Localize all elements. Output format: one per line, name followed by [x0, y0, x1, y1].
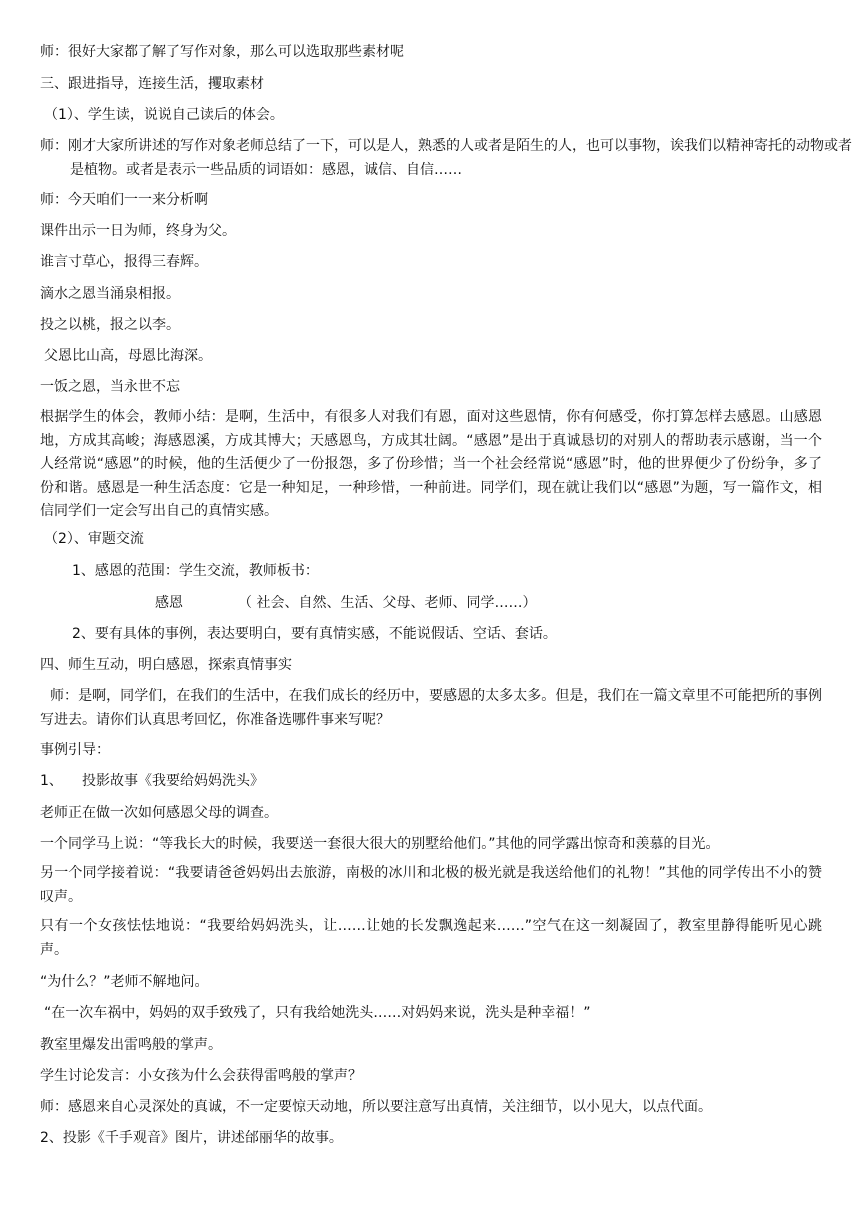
paragraph: 师：今天咱们一一来分析啊 — [40, 192, 208, 208]
quote-line: 滴水之恩当涌泉相报。 — [40, 286, 180, 302]
list-item: 2、投影《千手观音》图片，讲述邰丽华的故事。 — [40, 1130, 343, 1146]
list-item: 投影故事《我要给妈妈洗头》 — [82, 773, 264, 789]
section-heading: 四、师生互动，明白感恩，探索真情事实 — [40, 657, 292, 673]
paragraph: “在一次车祸中，妈妈的双手致残了，只有我给她洗头……对妈妈来说，洗头是种幸福！” — [44, 1005, 591, 1021]
paragraph: 一个同学马上说：“等我长大的时候，我要送一套很大很大的别墅给他们。”其他的同学露出惊奇和羡慕的目光。 — [40, 836, 720, 852]
paragraph: 另一个同学接着说：“我要请爸爸妈妈出去旅游，南极的冰川和北极的极光就是我送给他们的礼物！”其他的同学传出不小的赞叹声。 — [40, 865, 822, 905]
subsection-heading: （2）、审题交流 — [44, 531, 144, 547]
paragraph: 老师正在做一次如何感恩父母的调查。 — [40, 805, 278, 821]
subsection-heading: （1）、学生读，说说自己读后的体会。 — [44, 107, 284, 123]
section-heading: 三、跟进指导，连接生活，攫取素材 — [40, 76, 264, 92]
paragraph: 师：感恩来自心灵深处的真诚，不一定要惊天动地，所以要注意写出真情，关注细节，以小见大，以点代面。 — [40, 1099, 712, 1115]
paragraph: “为什么？”老师不解地问。 — [40, 974, 209, 990]
list-item: 2、要有具体的事例，表达要明白，要有真情实感，不能说假话、空话、套话。 — [72, 626, 557, 642]
paragraph: 师：是啊，同学们，在我们的生活中，在我们成长的经历中，要感恩的太多太多。但是，我们在一篇文章里不可能把所的事例写进去。请你们认真思考回忆，你准备选哪件事来写呢？ — [40, 688, 822, 728]
quote-line: 投之以桃，报之以李。 — [40, 317, 180, 333]
list-number: 1、 — [40, 773, 63, 789]
paragraph: 只有一个女孩怯怯地说：“我要给妈妈洗头，让……让她的长发飘逸起来……”空气在这一刻凝固了，教室里静得能听见心跳声。 — [40, 918, 822, 958]
quote-line: 一饭之恩，当永世不忘 — [40, 379, 180, 395]
paragraph: 师：很好大家都了解了写作对象，那么可以选取那些素材呢 — [40, 44, 404, 60]
paragraph: 学生讨论发言：小女孩为什么会获得雷鸣般的掌声？ — [40, 1068, 362, 1084]
paragraph: 教室里爆发出雷鸣般的掌声。 — [40, 1037, 222, 1053]
board-label: 感恩 — [155, 595, 183, 611]
paragraph: 根据学生的体会，教师小结：是啊，生活中，有很多人对我们有恩，面对这些恩情，你有何感受，你打算怎样去感恩。山感恩地，方成其高峻；海感恩溪，方成其博大；天感恩鸟，方成其壮阔。“感恩”是出于真诚恳切的对别人的帮助表示感谢，当一个人经常说“感恩”的时候，他的生活便少了一份报怨，多了份珍惜；当一个社会经常说“感恩”时，他的世界便少了份纷争，多了份和谐。感恩是一种生活态度：它是一种知足，一种珍惜，一种前进。同学们，现在就让我们以“感恩”为题，写一篇作文，相信同学们一定会写出自己的真情实感。 — [40, 409, 822, 519]
board-content: （ 社会、自然、生活、父母、老师、同学……） — [238, 595, 537, 611]
paragraph: 课件出示一日为师，终身为父。 — [40, 223, 236, 239]
paragraph: 师：刚才大家所讲述的写作对象老师总结了一下，可以是人，熟悉的人或者是陌生的人，也可以事物，诶我们以精神寄托的动物或者是植物。或者是表示一些品质的词语如：感恩，诚信、自信…… — [40, 138, 852, 178]
list-item: 1、感恩的范围：学生交流，教师板书： — [72, 563, 319, 579]
quote-line: 谁言寸草心，报得三春辉。 — [40, 254, 208, 270]
quote-line: 父恩比山高，母恩比海深。 — [44, 348, 212, 364]
paragraph: 事例引导： — [40, 742, 110, 758]
